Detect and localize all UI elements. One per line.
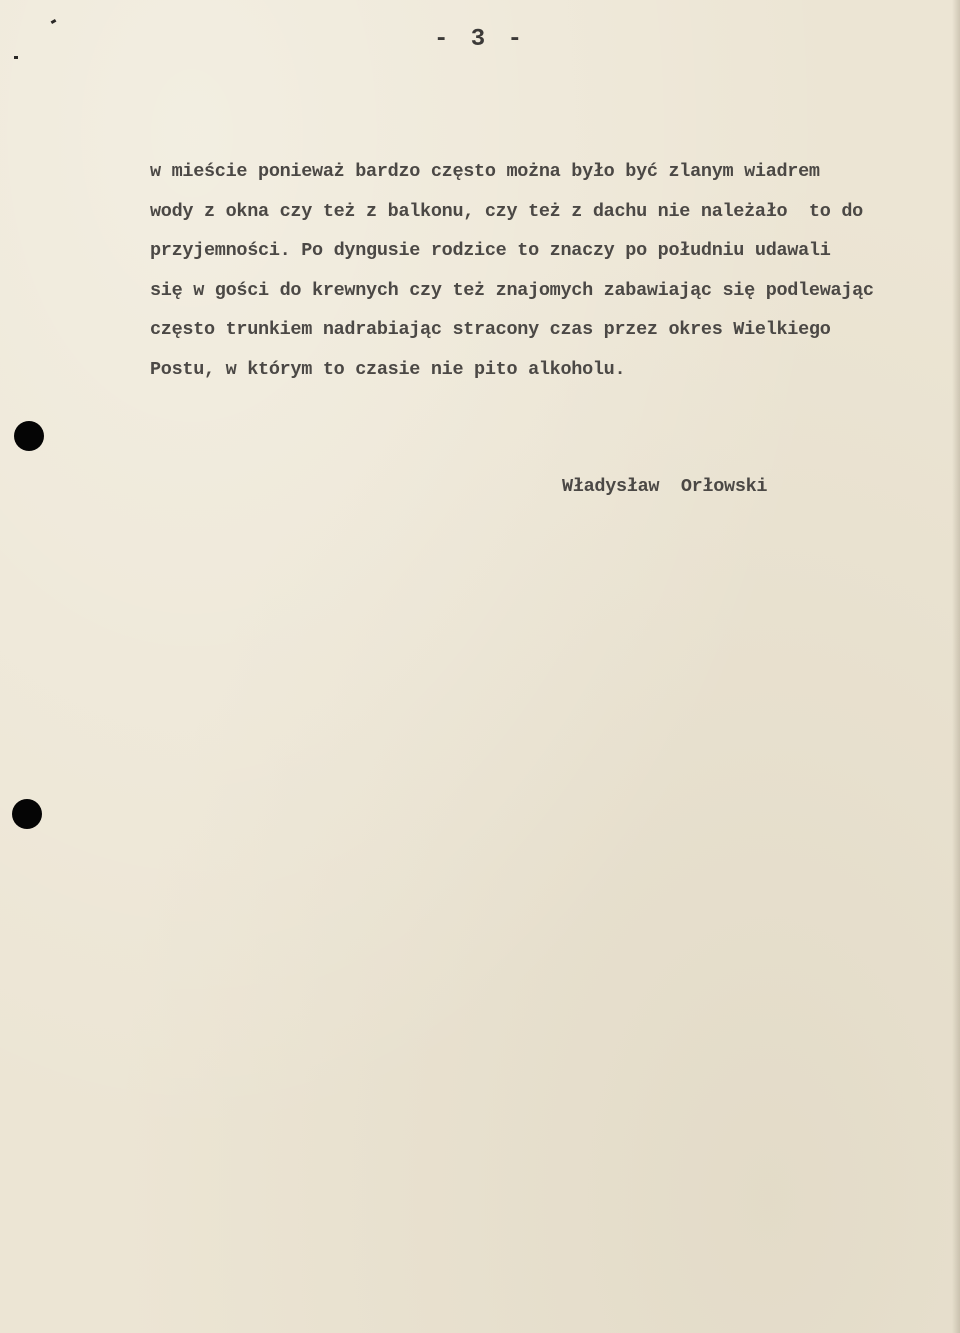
punch-hole-top: [14, 421, 44, 451]
text-line: się w gości do krewnych czy też znajomych zabawiając się podlewając: [150, 279, 874, 301]
body-text: [150, 152, 950, 389]
text-line: wody z okna czy też z balkonu, czy też z dachu nie należało to do: [150, 200, 863, 222]
text-line: przyjemności. Po dyngusie rodzice to znaczy po południu udawali: [150, 240, 831, 261]
page-edge-shadow: [952, 0, 960, 1333]
author-signature: Władysław Orłowski: [562, 476, 768, 497]
text-line: często trunkiem nadrabiając stracony czas przez okres Wielkiego: [150, 319, 831, 340]
text-line: Postu, w którym to czasie nie pito alkoholu.: [150, 358, 626, 380]
punch-hole-bottom: [12, 799, 42, 829]
ink-speck: [51, 19, 57, 24]
text-line: w mieście ponieważ bardzo często można było być zlanym wiadrem: [150, 161, 820, 182]
ink-speck: [14, 56, 18, 59]
page-number: - 3 -: [433, 26, 526, 53]
